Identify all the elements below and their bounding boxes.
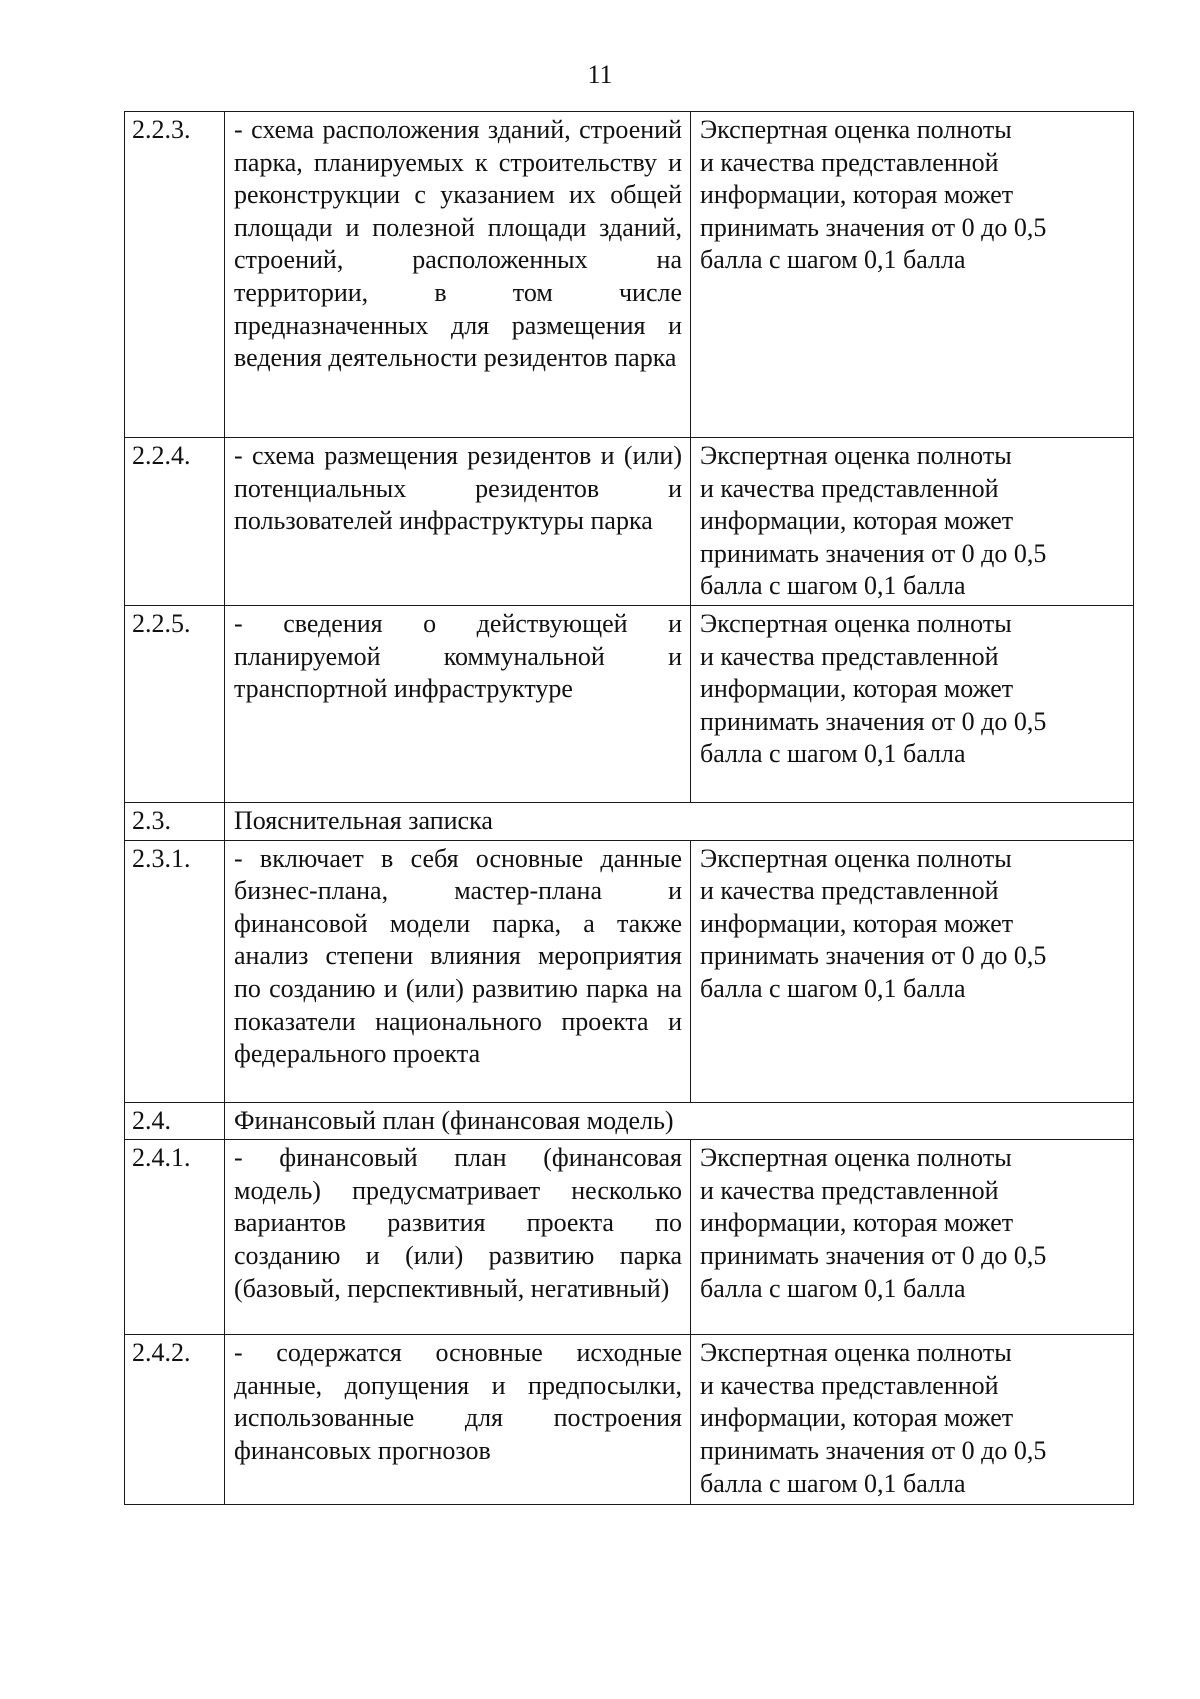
- row-number: 2.2.3.: [125, 112, 225, 438]
- score-line: информации, которая может: [700, 674, 1014, 704]
- row-number: 2.4.2.: [125, 1335, 225, 1505]
- score-line: принимать значения от 0 до 0,5: [700, 941, 1047, 971]
- score-line: Экспертная оценка полноты: [700, 843, 1012, 873]
- score-line: Экспертная оценка полноты: [700, 608, 1012, 638]
- score-line: и качества представленной: [700, 876, 999, 906]
- score-line: и качества представленной: [700, 147, 999, 177]
- row-score-criteria: [691, 605, 1134, 802]
- section-row: [125, 802, 1134, 840]
- table-row: [125, 1335, 1134, 1505]
- table-row: [125, 438, 1134, 606]
- criteria-table: [124, 111, 1134, 1505]
- score-line: балла с шагом 0,1 балла: [700, 571, 966, 601]
- row-description: - схема размещения резидентов и (или) потенциальных резидентов и пользователей инфраструктуры парка: [225, 438, 691, 606]
- row-description: - финансовый план (финансовая модель) предусматривает несколько вариантов развития проекта по созданию и (или) развитию парка (базовый, перспективный, негативный): [225, 1140, 691, 1335]
- row-description: - схема расположения зданий, строений парка, планируемых к строительству и реконструкции с указанием их общей площади и полезной площади зданий, строений, расположенных на территории, в том числе предназначенных для размещения и ведения деятельности резидентов парка: [225, 112, 691, 438]
- score-line: и качества представленной: [700, 473, 999, 503]
- table-row: [125, 112, 1134, 438]
- score-line: информации, которая может: [700, 1208, 1014, 1238]
- score-line: информации, которая может: [700, 908, 1014, 938]
- row-number: 2.3.1.: [125, 840, 225, 1102]
- score-line: балла с шагом 0,1 балла: [700, 973, 966, 1003]
- row-description: - включает в себя основные данные бизнес-плана, мастер-плана и финансовой модели парка, а также анализ степени влияния мероприятия по созданию и (или) развитию парка на показатели национального проекта и федерального проекта: [225, 840, 691, 1102]
- page-number: 11: [587, 60, 613, 89]
- score-line: Экспертная оценка полноты: [700, 441, 1012, 470]
- score-line: Экспертная оценка полноты: [700, 1338, 1012, 1368]
- row-number: 2.4.1.: [125, 1140, 225, 1335]
- section-row: [125, 1102, 1134, 1140]
- row-score-criteria: [691, 1140, 1134, 1335]
- section-number: 2.3.: [125, 802, 225, 840]
- row-score-criteria: [691, 1335, 1134, 1505]
- score-line: и качества представленной: [700, 1370, 999, 1400]
- score-line: принимать значения от 0 до 0,5: [700, 538, 1047, 568]
- score-line: принимать значения от 0 до 0,5: [700, 212, 1047, 242]
- score-line: информации, которая может: [700, 180, 1014, 210]
- section-title: Финансовый план (финансовая модель): [225, 1102, 1134, 1140]
- score-line: балла с шагом 0,1 балла: [700, 1273, 966, 1303]
- score-line: принимать значения от 0 до 0,5: [700, 1435, 1047, 1465]
- score-line: и качества представленной: [700, 1175, 999, 1205]
- score-line: и качества представленной: [700, 641, 999, 671]
- row-number: 2.2.5.: [125, 605, 225, 802]
- row-description: - содержатся основные исходные данные, допущения и предпосылки, использованные для построения финансовых прогнозов: [225, 1335, 691, 1505]
- score-line: Экспертная оценка полноты: [700, 1143, 1012, 1173]
- row-score-criteria: [691, 438, 1134, 606]
- score-line: информации, которая может: [700, 1403, 1014, 1433]
- row-score-criteria: [691, 840, 1134, 1102]
- score-line: Экспертная оценка полноты: [700, 115, 1012, 144]
- score-line: балла с шагом 0,1 балла: [700, 739, 966, 769]
- row-description: - сведения о действующей и планируемой коммунальной и транспортной инфраструктуре: [225, 605, 691, 802]
- section-number: 2.4.: [125, 1102, 225, 1140]
- row-number: 2.2.4.: [125, 438, 225, 606]
- table-row: [125, 605, 1134, 802]
- table-row: [125, 1140, 1134, 1335]
- score-line: балла с шагом 0,1 балла: [700, 245, 966, 275]
- table-row: [125, 840, 1134, 1102]
- score-line: балла с шагом 0,1 балла: [700, 1468, 966, 1498]
- row-score-criteria: [691, 112, 1134, 438]
- score-line: информации, которая может: [700, 506, 1014, 536]
- score-line: принимать значения от 0 до 0,5: [700, 706, 1047, 736]
- section-title: Пояснительная записка: [225, 802, 1134, 840]
- score-line: принимать значения от 0 до 0,5: [700, 1240, 1047, 1270]
